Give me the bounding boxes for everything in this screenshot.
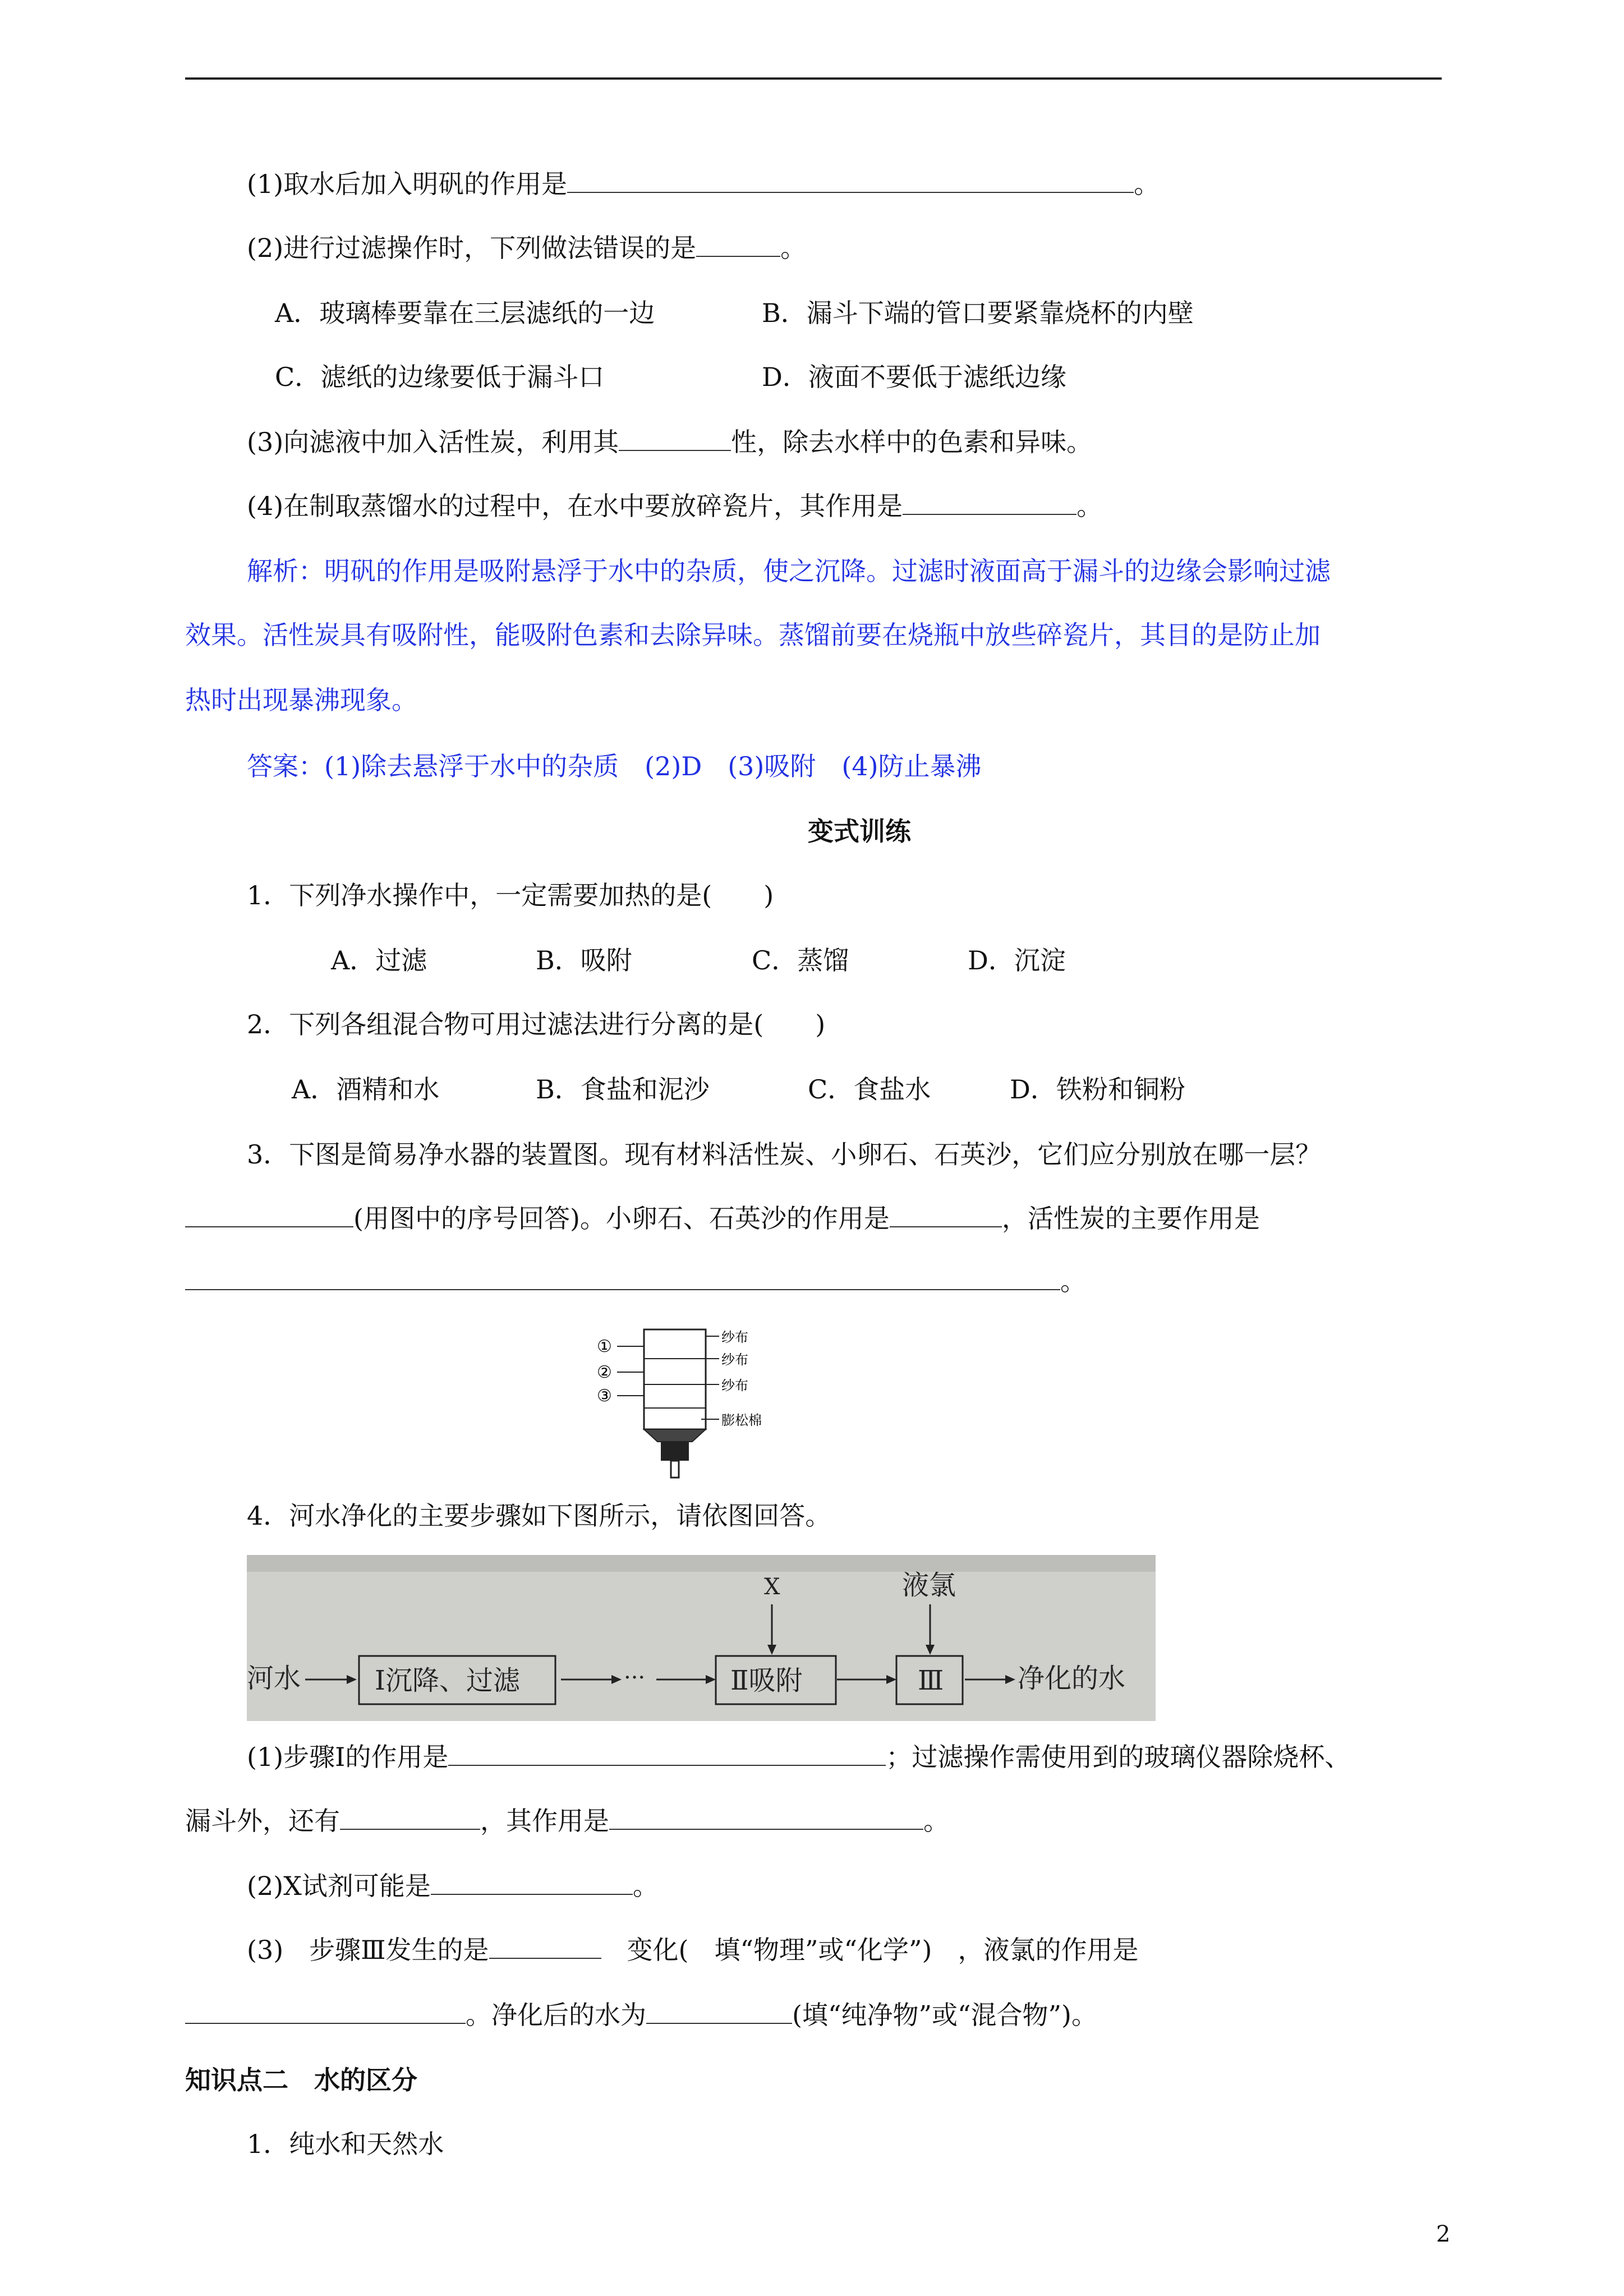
input-x-label: X	[764, 1574, 780, 1600]
question-4	[247, 489, 1102, 523]
exercise-4-stem: 4．河水净化的主要步骤如下图所示，请依图回答。	[247, 1501, 831, 1531]
analysis-line-1: 解析：明矾的作用是吸附悬浮于水中的杂质，使之沉降。过滤时液面高于漏斗的边缘会影响过滤	[247, 556, 1331, 586]
purification-flow-figure	[247, 1555, 1156, 1721]
punctuation: 。	[923, 1806, 949, 1836]
exercise-1-option-d: D．沉淀	[968, 945, 1066, 976]
exercise-3-line-1: 3．下图是简易净水器的装置图。现有材料活性炭、小卵石、石英沙，它们应分别放在哪一层？	[247, 1139, 1322, 1170]
layer-label-1: ①	[597, 1337, 612, 1356]
answer-blank[interactable]	[903, 489, 1076, 515]
step-3-label: Ⅲ	[918, 1665, 944, 1696]
exercise-4-text: (3) 步骤Ⅲ发生的是	[247, 1935, 489, 1965]
exercise-4-text: 变化( 填“物理”或“化学”) ，液氯的作用是	[601, 1935, 1139, 1965]
answer-blank[interactable]	[431, 1869, 633, 1895]
section-title: 变式训练	[808, 816, 911, 846]
question-2	[247, 231, 806, 265]
exercise-3-line-2	[185, 1202, 1260, 1235]
exercise-4-text: 漏斗外，还有	[185, 1806, 340, 1836]
exercise-4-text: (填“纯净物”或“混合物”)。	[792, 2000, 1097, 2030]
answer-blank[interactable]	[185, 1264, 1060, 1290]
exercise-4-sub-1-line-1	[247, 1740, 1350, 1774]
question-1-text: (1)取水后加入明矾的作用是	[247, 169, 568, 199]
knowledge-point-title: 知识点二 水的区分	[185, 2065, 417, 2095]
answer-blank[interactable]	[646, 1998, 792, 2024]
exercise-4-sub-2	[247, 1869, 659, 1903]
answer-blank[interactable]	[619, 425, 731, 451]
exercise-4-sub-3-line-2	[185, 1998, 1097, 2032]
exercise-4-sub-3-line-1	[247, 1933, 1139, 1967]
water-purifier-figure	[595, 1324, 785, 1481]
option-b: B．漏斗下端的管口要紧靠烧杯的内壁	[762, 298, 1194, 328]
option-c: C．滤纸的边缘要低于漏斗口	[275, 362, 605, 392]
exercise-4-text: ；过滤操作需使用到的玻璃仪器除烧杯、	[886, 1742, 1351, 1772]
analysis-line-3: 热时出现暴沸现象。	[185, 685, 417, 715]
analysis-line-2: 效果。活性炭具有吸附性，能吸附色素和去除异味。蒸馏前要在烧瓶中放些碎瓷片，其目的是防止加	[185, 620, 1321, 650]
exercise-4-text: (2)X试剂可能是	[247, 1871, 431, 1901]
exercise-1-option-a: A．过滤	[331, 945, 427, 976]
question-1	[247, 167, 1160, 201]
step-1-label: Ⅰ沉降、过滤	[375, 1665, 520, 1696]
exercise-2-stem: 2．下列各组混合物可用过滤法进行分离的是( )	[247, 1009, 826, 1039]
gauze-label: 纱布	[721, 1378, 748, 1393]
gauze-label: 纱布	[721, 1329, 748, 1345]
exercise-4-text: (1)步骤Ⅰ的作用是	[247, 1742, 449, 1772]
exercise-1-option-b: B．吸附	[536, 945, 632, 976]
question-3	[247, 425, 1092, 459]
question-3-text-a: (3)向滤液中加入活性炭，利用其	[247, 427, 619, 457]
exercise-3-text-a: (用图中的序号回答)。小卵石、石英沙的作用是	[353, 1203, 890, 1234]
answer-blank[interactable]	[609, 1804, 923, 1830]
answer-blank[interactable]	[567, 167, 1134, 193]
knowledge-point-item-1: 1．纯水和天然水	[247, 2129, 444, 2159]
punctuation: 。	[1060, 1266, 1086, 1296]
exercise-2-option-c: C．食盐水	[808, 1074, 931, 1105]
flow-dots: ···	[624, 1665, 646, 1691]
step-2-label: Ⅱ吸附	[730, 1665, 803, 1696]
question-4-text-a: (4)在制取蒸馏水的过程中，在水中要放碎瓷片，其作用是	[247, 491, 903, 521]
answer-blank[interactable]	[185, 1998, 466, 2024]
header-rule	[185, 77, 1442, 80]
layer-label-3: ③	[597, 1386, 612, 1406]
question-3-text-b: 性，除去水样中的色素和异味。	[731, 427, 1093, 457]
flow-result: 净化的水	[1018, 1663, 1126, 1694]
punctuation: 。	[632, 1871, 659, 1901]
layer-label-2: ②	[597, 1363, 612, 1382]
answer-blank[interactable]	[185, 1202, 353, 1227]
option-d: D．液面不要低于滤纸边缘	[762, 362, 1066, 392]
exercise-4-text: ，其作用是	[480, 1806, 609, 1836]
photo-shade	[247, 1555, 1156, 1572]
answer-blank[interactable]	[448, 1740, 886, 1766]
answer-blank[interactable]	[890, 1202, 1002, 1227]
outlet-tube	[671, 1461, 679, 1478]
answer-line: 答案：(1)除去悬浮于水中的杂质 (2)D (3)吸附 (4)防止暴沸	[247, 751, 982, 781]
punctuation: 。	[1134, 169, 1160, 199]
exercise-2-option-b: B．食盐和泥沙	[536, 1074, 710, 1105]
exercise-4-sub-1-line-2	[185, 1804, 949, 1838]
flow-source: 河水	[247, 1663, 301, 1694]
exercise-2-option-d: D．铁粉和铜粉	[1010, 1074, 1185, 1105]
input-chlorine-label: 液氯	[902, 1570, 956, 1601]
answer-blank[interactable]	[340, 1804, 480, 1830]
exercise-1-stem: 1．下列净水操作中，一定需要加热的是( )	[247, 880, 774, 910]
bottle-outline	[644, 1329, 706, 1429]
punctuation: 。	[780, 233, 807, 263]
fluffy-cotton	[644, 1429, 706, 1442]
question-2-text: (2)进行过滤操作时，下列做法错误的是	[247, 233, 697, 263]
answer-blank[interactable]	[696, 231, 780, 257]
exercise-1-option-c: C．蒸馏	[752, 945, 849, 976]
page-number: 2	[1436, 2221, 1451, 2247]
bottle-neck	[661, 1442, 689, 1461]
exercise-3-line-3	[185, 1264, 1086, 1298]
punctuation: 。	[1076, 491, 1103, 521]
exercise-4-text: 。净化后的水为	[466, 2000, 646, 2030]
gauze-label: 纱布	[721, 1352, 748, 1368]
answer-blank[interactable]	[489, 1933, 601, 1959]
option-a: A．玻璃棒要靠在三层滤纸的一边	[275, 298, 655, 328]
cotton-label: 膨松棉	[721, 1412, 762, 1428]
exercise-3-text-b: ，活性炭的主要作用是	[1001, 1203, 1260, 1234]
exercise-2-option-a: A．酒精和水	[292, 1074, 440, 1105]
